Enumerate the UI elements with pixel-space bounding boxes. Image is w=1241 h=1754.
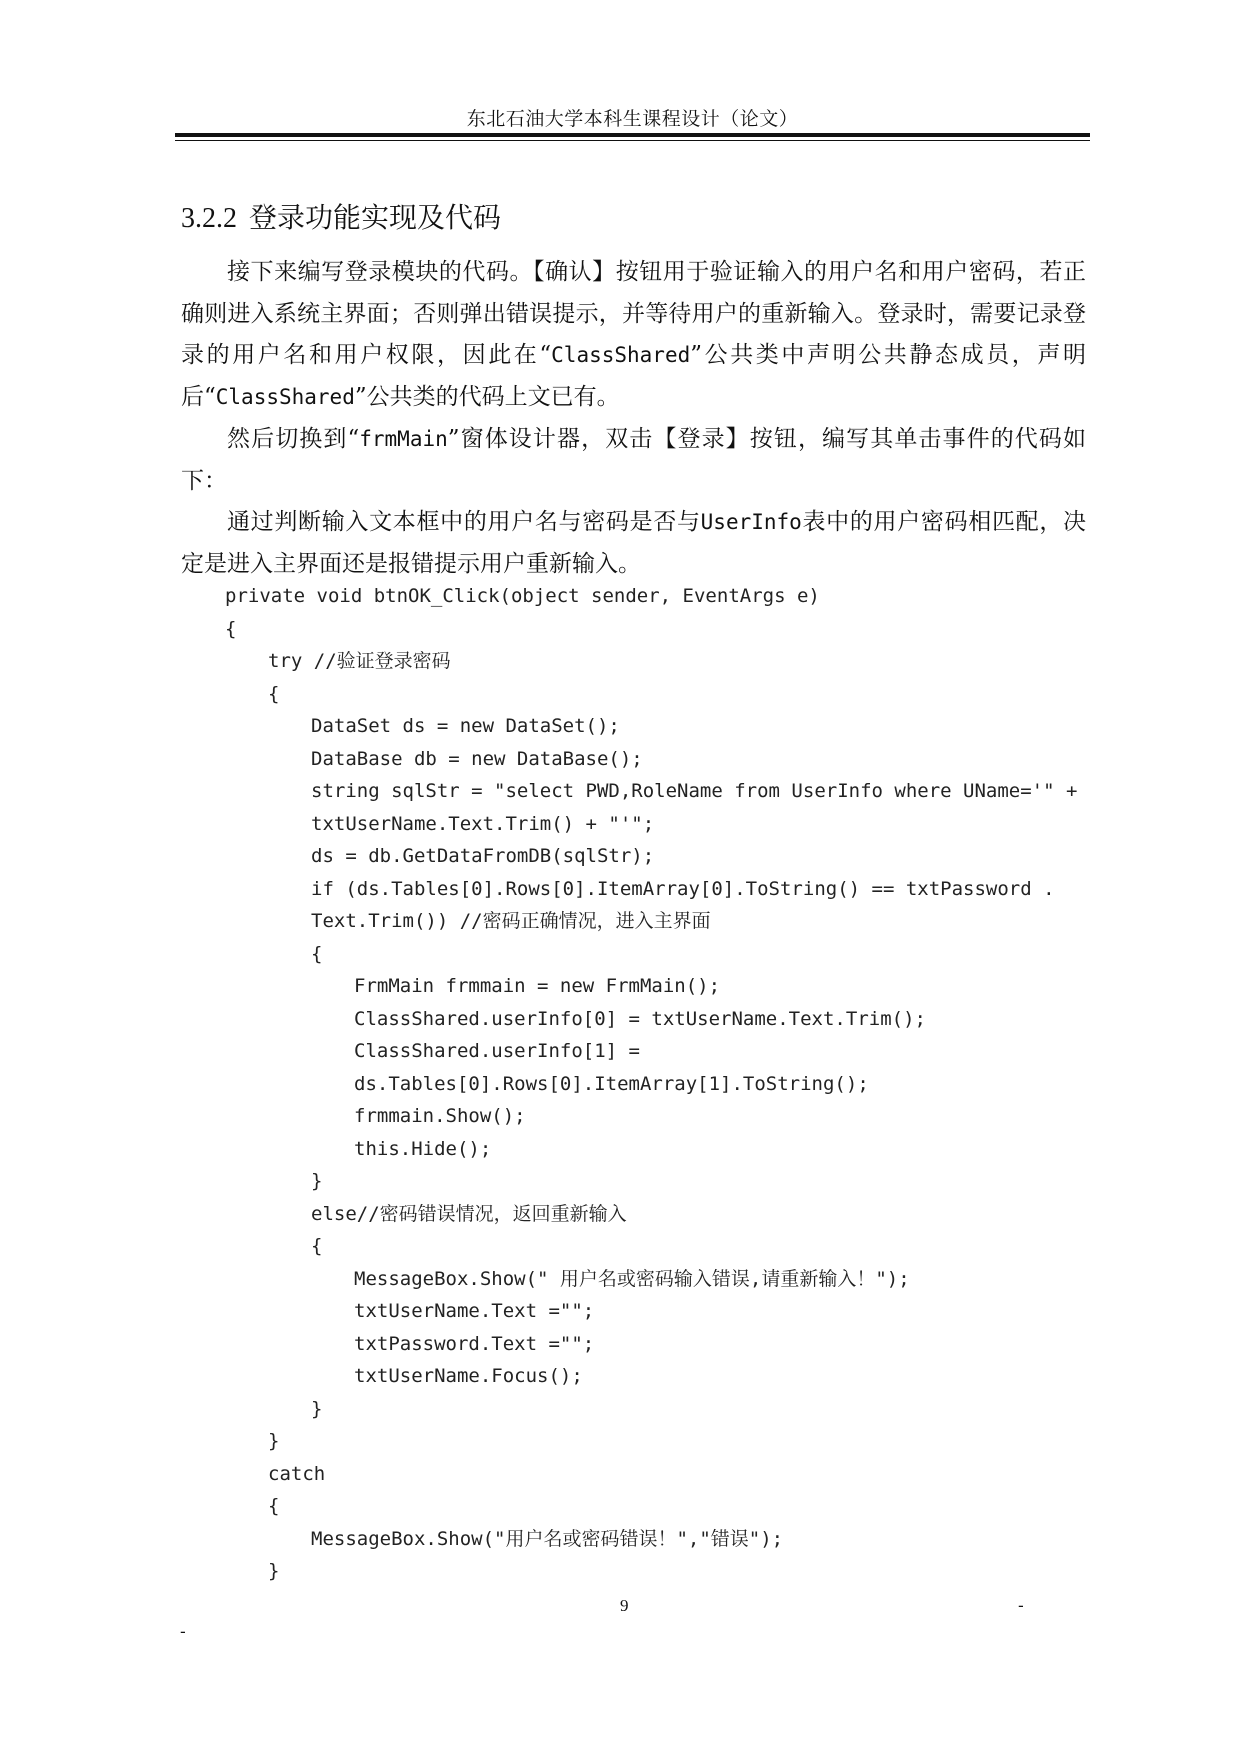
code-line: txtUserName.Focus(); bbox=[354, 1365, 583, 1387]
code-line: this.Hide(); bbox=[354, 1137, 492, 1160]
code-line: ClassShared.userInfo[1] = bbox=[354, 1040, 640, 1062]
code-line: { bbox=[268, 1495, 280, 1517]
section-title: 登录功能实现及代码 bbox=[249, 201, 502, 234]
code-line: } bbox=[268, 1430, 280, 1452]
code-line: { bbox=[311, 1235, 323, 1257]
code-line: private void btnOK_Click(object sender, EventArgs e) bbox=[225, 585, 820, 607]
section-heading bbox=[181, 196, 501, 236]
body-paragraph-2 bbox=[181, 419, 1086, 502]
body-paragraph-1 bbox=[181, 252, 1086, 418]
code-line: MessageBox.Show(" 用户名或密码输入错误,请重新输入！"); bbox=[354, 1267, 910, 1290]
code-line: { bbox=[268, 682, 280, 705]
inline-code: frmMain bbox=[359, 427, 448, 451]
code-line: txtUserName.Text.Trim() + "'"; bbox=[311, 812, 655, 835]
code-line: try //验证登录密码 bbox=[268, 650, 451, 672]
code-line: txtUserName.Text =""; bbox=[354, 1300, 595, 1322]
inline-code: ClassShared bbox=[551, 343, 691, 367]
code-line: ds.Tables[0].Rows[0].ItemArray[1].ToString(); bbox=[354, 1072, 869, 1095]
running-header: 东北石油大学本科生课程设计（论文） bbox=[466, 108, 799, 130]
paragraph-text: 表中的用户密码相匹配，决定是进入主界面还是报错提示用户重新输入。 bbox=[181, 509, 1087, 577]
code-line: { bbox=[311, 942, 323, 965]
paragraph-text: ”公共类中声明公共静态成员，声明后“ bbox=[181, 342, 1086, 410]
code-line: } bbox=[311, 1170, 323, 1192]
code-line: ClassShared.userInfo[0] = txtUserName.Text.Trim(); bbox=[354, 1007, 926, 1030]
paragraph-text: 通过判断输入文本框中的用户名与密码是否与 bbox=[227, 509, 701, 535]
code-line: catch bbox=[268, 1462, 326, 1485]
paragraph-text: ”窗体设计器，双击【登录】按钮，编写其单击事件的代码如下： bbox=[181, 426, 1087, 494]
header-rule-thick bbox=[175, 133, 1090, 137]
page-number: 9 bbox=[620, 1596, 629, 1615]
code-line: txtPassword.Text =""; bbox=[354, 1332, 595, 1355]
section-number: 3.2.2 bbox=[181, 203, 237, 234]
code-block bbox=[225, 580, 1077, 1588]
code-line: frmmain.Show(); bbox=[354, 1105, 526, 1127]
code-line: DataSet ds = new DataSet(); bbox=[311, 715, 620, 737]
code-line: FrmMain frmmain = new FrmMain(); bbox=[354, 975, 721, 997]
paragraph-text: 然后切换到“ bbox=[227, 426, 360, 452]
code-line: DataBase db = new DataBase(); bbox=[311, 747, 643, 770]
inline-code: ClassShared bbox=[215, 384, 355, 409]
header-rule-thin bbox=[175, 140, 1090, 141]
paragraph-text: ”公共类的代码上文已有。 bbox=[354, 383, 620, 410]
inline-code: UserInfo bbox=[700, 510, 802, 534]
code-line: Text.Trim()) //密码正确情况，进入主界面 bbox=[311, 910, 711, 932]
code-line: if (ds.Tables[0].Rows[0].ItemArray[0].ToString() == txtPassword . bbox=[311, 877, 1055, 900]
body-paragraph-3 bbox=[181, 502, 1086, 585]
footer-dash-right: - bbox=[1018, 1596, 1024, 1616]
code-line: } bbox=[311, 1397, 323, 1420]
code-line: MessageBox.Show("用户名或密码错误！","错误"); bbox=[311, 1527, 784, 1550]
code-line: else//密码错误情况，返回重新输入 bbox=[311, 1202, 627, 1225]
paragraph-text: 接下来编写登录模块的代码。【确认】按钮用于验证输入的用户名和用户密码，若正确则进入系统主界面；否则弹出错误提示，并等待用户的重新输入。登录时，需要记录登录的用户名和用户权限，因此在“ bbox=[181, 259, 1086, 368]
code-line: } bbox=[268, 1560, 280, 1582]
footer-dash-left: - bbox=[180, 1622, 186, 1642]
code-line: { bbox=[225, 617, 237, 640]
code-line: string sqlStr = "select PWD,RoleName from UserInfo where UName='" + bbox=[311, 780, 1078, 802]
code-line: ds = db.GetDataFromDB(sqlStr); bbox=[311, 845, 655, 867]
